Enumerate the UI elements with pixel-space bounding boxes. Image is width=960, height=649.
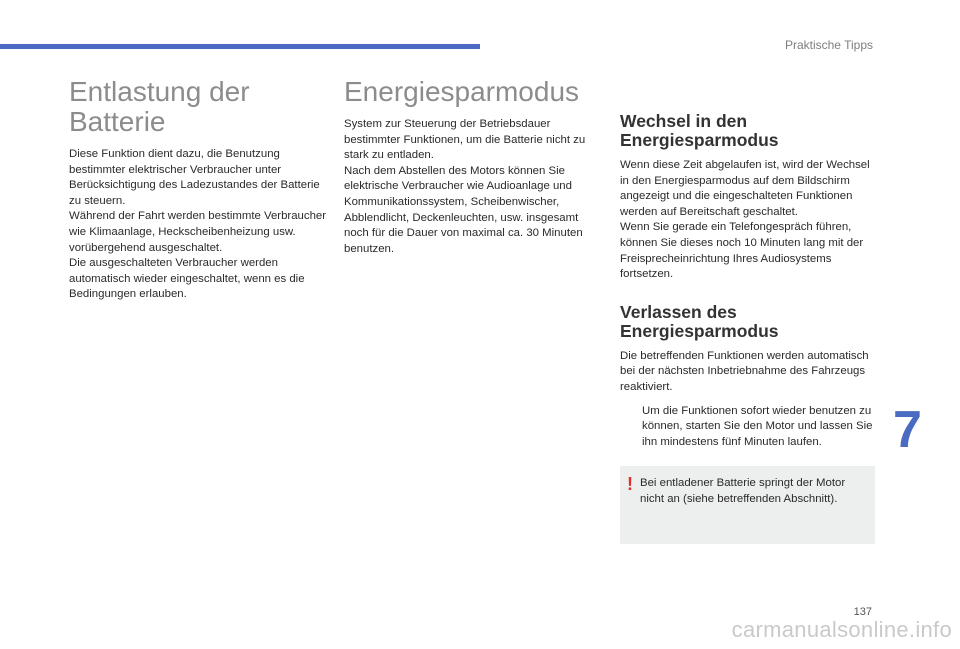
battery-relief-paragraph: Die ausgeschalteten Verbraucher werden automatisch wieder eingeschaltet, wenn es die Bedingungen erlauben. (69, 257, 305, 301)
bullet-mark-icon (620, 404, 642, 451)
battery-relief-title: Entlastung der Batterie (69, 76, 250, 137)
warning-box (620, 466, 875, 544)
energy-saving-column (344, 77, 602, 257)
battery-relief-column (69, 77, 327, 303)
energy-saving-details-column (620, 112, 875, 544)
battery-relief-paragraph: Während der Fahrt werden bestimmte Verbraucher wie Klimaanlage, Heckscheibenheizung usw. vorübergehend ausgeschaltet. (69, 210, 327, 254)
enter-energy-saving-heading: Wechsel in den Energiesparmodus (620, 111, 779, 150)
page-number: 137 (853, 606, 872, 618)
chapter-number: 7 (893, 401, 922, 459)
top-accent-bar (0, 44, 480, 49)
enter-energy-saving-paragraph: Wenn Sie gerade ein Telefongespräch führen, können Sie dieses noch 10 Minuten lang mit der Freisprecheinrichtung Ihres Audiosystems fortsetzen. (620, 221, 864, 281)
energy-saving-title: Energiesparmodus (344, 76, 580, 107)
exit-energy-saving-heading: Verlassen des Energiesparmodus (620, 301, 779, 341)
bullet-text: Um die Funktionen sofort wieder benutzen zu können, starten Sie den Motor und lassen Sie ihn mindestens fünf Minuten laufen. (642, 404, 873, 448)
bullet-item (620, 404, 875, 451)
exit-energy-saving-paragraph: Die betreffenden Funktionen werden automatisch bei der nächsten Inbetriebnahme des Fahrzeugs reaktiviert. (620, 349, 869, 393)
energy-saving-paragraph: Nach dem Abstellen des Motors können Sie elektrische Verbraucher wie Audioanlage und Kommunikationssystem, Scheibenwischer, Abblendlicht, Deckenleuchten, usw. insgesamt noch für die Dauer von maximal ca. 30 Minuten benutzen. (344, 164, 583, 255)
warning-icon: ! (627, 474, 633, 495)
energy-saving-paragraph: System zur Steuerung der Betriebsdauer bestimmter Funktionen, um die Batterie nicht zu stark zu entladen. (344, 118, 586, 162)
warning-text: Bei entladener Batterie springt der Motor nicht an (siehe betreffenden Abschnitt). (640, 477, 846, 505)
enter-energy-saving-paragraph: Wenn diese Zeit abgelaufen ist, wird der Wechsel in den Energiesparmodus auf dem Bildschirm angezeigt und die eingeschalteten Funktionen werden auf Bereitschaft geschaltet. (620, 159, 870, 218)
battery-relief-paragraph: Diese Funktion dient dazu, die Benutzung bestimmter elektrischer Verbraucher unter Berücksichtigung des Ladezustandes der Batterie zu steuern. (69, 148, 320, 207)
section-label: Praktische Tipps (784, 38, 873, 52)
watermark: carmanualsonline.info (731, 617, 952, 642)
